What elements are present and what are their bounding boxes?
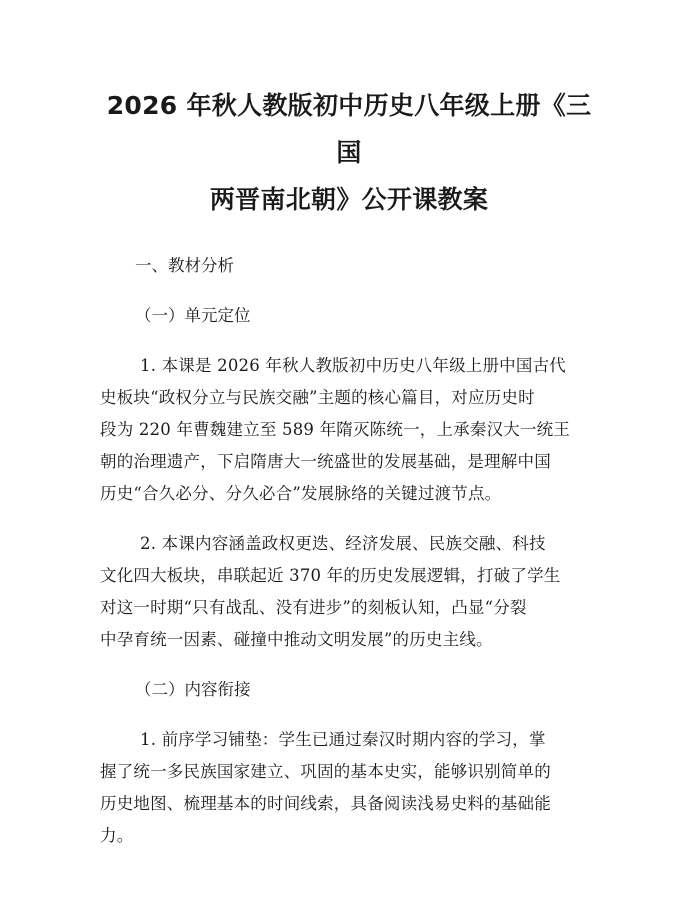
paragraph-line: 历史“合久必分、分久必合”发展脉络的关键过渡节点。 xyxy=(100,484,502,503)
paragraph-line: 文化四大板块，串联起近 370 年的历史发展逻辑，打破了学生 xyxy=(100,566,561,585)
paragraph-line: 历史地图、梳理基本的时间线索，具备阅读浅易史料的基础能 xyxy=(100,794,551,813)
paragraph xyxy=(100,528,598,656)
title-line: 两晋南北朝》公开课教案 xyxy=(209,185,489,214)
paragraph-line: 段为 220 年曹魏建立至 589 年隋灭陈统一，上承秦汉大一统王 xyxy=(100,420,571,439)
paragraph xyxy=(100,724,598,852)
paragraph-line: 对这一时期“只有战乱、没有进步”的刻板认知，凸显“分裂 xyxy=(100,598,527,617)
subsection-heading: （二）内容衔接 xyxy=(135,680,251,699)
paragraph-line: 朝的治理遗产，下启隋唐大一统盛世的发展基础，是理解中国 xyxy=(100,452,551,471)
paragraph-line: 2. 本课内容涵盖政权更迭、经济发展、民族交融、科技 xyxy=(140,534,546,553)
paragraph-line: 中孕育统一因素、碰撞中推动文明发展”的历史主线。 xyxy=(100,630,493,649)
document-title xyxy=(100,0,598,223)
title-line: 2026 年秋人教版初中历史八年级上册《三国 xyxy=(106,91,592,167)
paragraph-line: 1. 前序学习铺垫：学生已通过秦汉时期内容的学习，掌 xyxy=(140,730,546,749)
subsection-heading: （一）单元定位 xyxy=(135,306,251,325)
paragraph xyxy=(100,350,598,510)
paragraph-line: 史板块“政权分立与民族交融”主题的核心篇目，对应历史时 xyxy=(100,388,535,407)
section-heading: 一、教材分析 xyxy=(135,256,234,275)
paragraph-line: 握了统一多民族国家建立、巩固的基本史实，能够识别简单的 xyxy=(100,762,551,781)
paragraph-line: 1. 本课是 2026 年秋人教版初中历史八年级上册中国古代 xyxy=(140,356,566,375)
paragraph-line: 力。 xyxy=(100,826,134,845)
